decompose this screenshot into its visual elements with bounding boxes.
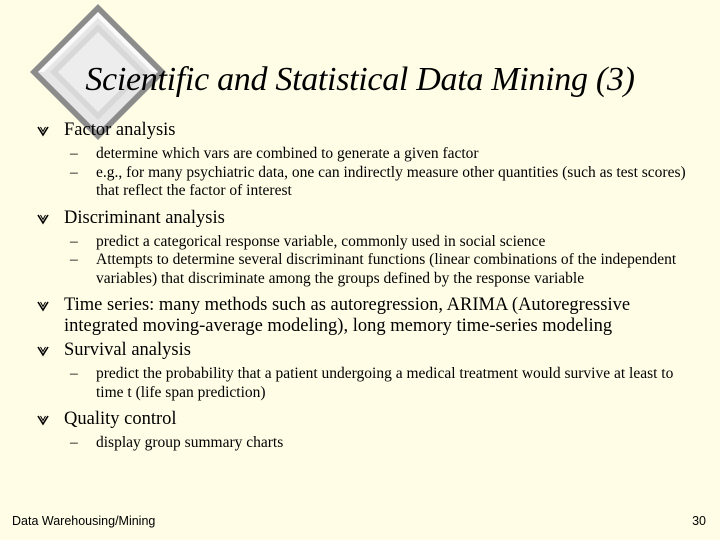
- list-item: [36, 208, 696, 289]
- sub-item-text: predict the probability that a patient undergoing a medical treatment would survive at least to time t (life span prediction): [96, 365, 674, 401]
- checkmark-bullet-icon: [36, 296, 50, 314]
- bullet-text: Factor analysis: [64, 120, 176, 140]
- dash: –: [70, 365, 78, 382]
- bullet-point: [36, 295, 696, 337]
- page-number: 30: [692, 514, 706, 528]
- bullet-point: [36, 409, 696, 430]
- sub-list: [36, 365, 696, 402]
- bullet-point: [36, 208, 696, 229]
- sub-item: [36, 145, 696, 164]
- bullet-text: Discriminant analysis: [64, 207, 225, 228]
- sub-item-text: display group summary charts: [96, 434, 284, 451]
- footer-course-name: Data Warehousing/Mining: [12, 514, 156, 528]
- checkmark-bullet-icon: [36, 209, 50, 227]
- sub-item: [36, 251, 696, 288]
- sub-item: [36, 434, 696, 453]
- checkmark-bullet-icon: [36, 121, 50, 139]
- list-item: [36, 340, 696, 402]
- dash: –: [70, 434, 78, 451]
- sub-item-text: determine which vars are combined to generate a given factor: [96, 145, 479, 162]
- bullet-point: [36, 340, 696, 361]
- sub-list: [36, 145, 696, 201]
- sub-item: [36, 365, 696, 402]
- dash: –: [70, 145, 78, 162]
- checkmark-bullet-icon: [36, 341, 50, 359]
- sub-list: [36, 233, 696, 289]
- slide-title: Scientific and Statistical Data Mining (3): [85, 61, 635, 98]
- sub-list: [36, 434, 696, 453]
- sub-item: [36, 233, 696, 252]
- list-item: [36, 409, 696, 453]
- bullet-list: [36, 120, 696, 453]
- checkmark-bullet-icon: [36, 410, 50, 428]
- list-item: [36, 120, 696, 201]
- list-item: [36, 295, 696, 337]
- sub-item-text: e.g., for many psychiatric data, one can indirectly measure other quantities (such as test scores) that reflect the factor of interest: [96, 163, 686, 199]
- bullet-text: Quality control: [64, 409, 177, 429]
- sub-item-text: Attempts to determine several discriminant functions (linear combinations of the independent variables) that discriminate among the groups defined by the response variable: [96, 251, 677, 287]
- bullet-text: Survival analysis: [64, 340, 191, 360]
- dash: –: [70, 232, 78, 250]
- bullet-text: Time series: many methods such as autoregression, ARIMA (Autoregressive integrated moving-average modeling), long memory time-series modeling: [64, 295, 631, 336]
- sub-item-text: predict a categorical response variable, commonly used in social science: [96, 232, 546, 250]
- bullet-point: [36, 120, 696, 141]
- sub-item: [36, 164, 696, 201]
- dash: –: [70, 251, 78, 268]
- dash: –: [70, 163, 78, 181]
